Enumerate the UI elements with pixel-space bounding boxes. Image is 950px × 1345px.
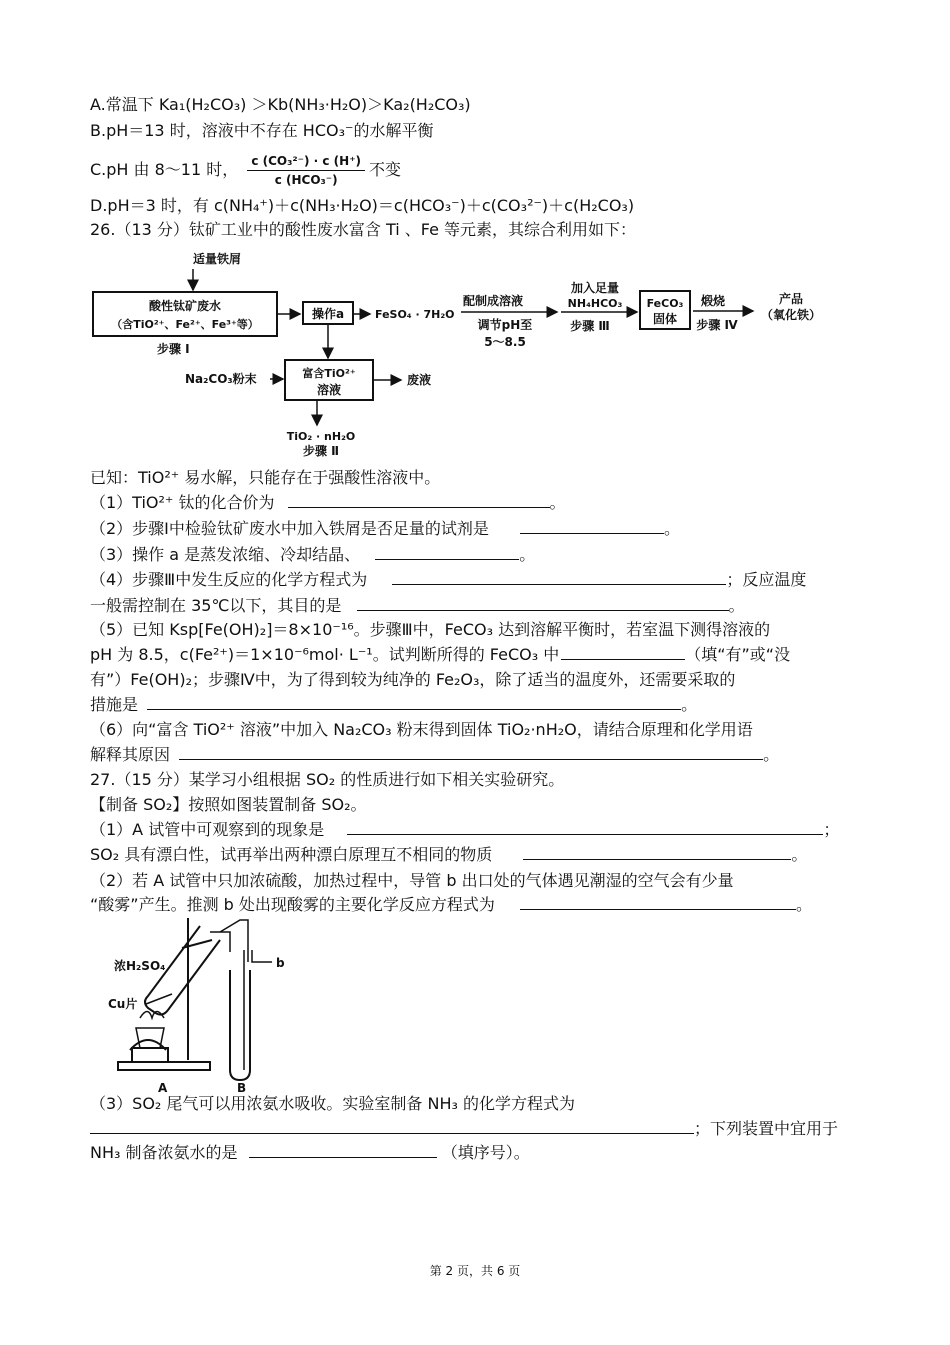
q26-part-3 (90, 545, 535, 565)
answer-blank[interactable] (288, 493, 550, 508)
q26-part-3-text: （3）操作 a 是蒸发浓缩、冷却结晶、 (90, 545, 361, 564)
acid-label: 浓H₂SO₄ (114, 959, 166, 973)
option-b (90, 121, 433, 141)
q27-part-3-line3-text: NH₃ 制备浓氨水的是 (90, 1143, 238, 1162)
q26-part-4-cont (90, 596, 745, 616)
tio-solution-sub: 溶液 (316, 383, 342, 397)
q27-part-3: （3）SO₂ 尾气可以用浓氨水吸收。实验室制备 NH₃ 的化学方程式为 (90, 1094, 576, 1113)
period: 。 (763, 745, 780, 764)
q27-prep: 【制备 SO₂】按照如图装置制备 SO₂。 (90, 795, 367, 814)
q26-part-6-line2-text: 解释其原因 (90, 745, 171, 764)
test-tube-b (230, 970, 250, 1080)
q26-part-4-cont-text: 一般需控制在 35℃以下，其目的是 (90, 596, 342, 615)
outlet-b-label: b (276, 956, 285, 970)
nh4hco3-label: NH₄HCO₃ (567, 297, 623, 310)
q27-part-3-line2-tail: ；下列装置中宜用于 (694, 1119, 839, 1138)
option-c-text: C.pH 由 8～11 时， (90, 160, 239, 179)
add-reagent-label: 加入足量 (570, 281, 620, 295)
burner (132, 1048, 168, 1062)
q27-part-2-line2-text: “酸雾”产生。推测 b 处出现酸雾的主要化学反应方程式为 (90, 895, 495, 914)
period: 。 (549, 493, 566, 512)
feco3-formula: FeCO₃ (646, 297, 684, 310)
product-label: 产品 (778, 292, 804, 306)
option-c (90, 152, 401, 188)
operation-a-label: 操作a (311, 307, 345, 321)
period: 。 (681, 695, 698, 714)
q26-part-2 (90, 519, 680, 539)
option-c-fraction (247, 153, 365, 188)
period: 。 (728, 596, 745, 615)
q27-part-3-line2 (90, 1119, 838, 1139)
tio2-product-label: TiO₂ · nH₂O (286, 430, 356, 443)
period: 。 (796, 895, 813, 914)
answer-blank[interactable] (90, 1119, 694, 1134)
feso4-label: FeSO₄ · 7H₂O (375, 308, 455, 321)
q26-part-1-text: （1）TiO²⁺ 钛的化合价为 (90, 493, 275, 512)
option-b-tail: 的水解平衡 (353, 121, 434, 140)
q26-intro: 26.（13 分）钛矿工业中的酸性废水富含 Ti 、Fe 等元素，其综合利用如下： (90, 220, 637, 239)
answer-blank[interactable] (375, 545, 519, 560)
acid-level (146, 994, 172, 1004)
q27-part-1-text: （1）A 试管中可观察到的现象是 (90, 820, 325, 839)
q27-intro: 27.（15 分）某学习小组根据 SO₂ 的性质进行如下相关实验研究。 (90, 770, 565, 789)
ph-range-label: 5～8.5 (484, 335, 526, 349)
answer-blank[interactable] (249, 1143, 437, 1158)
wastewater-ions: （含TiO²⁺、Fe²⁺、Fe³⁺等） (111, 318, 259, 331)
fraction-denominator: c (HCO₃⁻) (274, 173, 338, 187)
q27-part-1-line2-text: SO₂ 具有漂白性，试再举出两种漂白原理互不相同的物质 (90, 845, 493, 864)
q26-part-5-line3: 有”）Fe(OH)₂；步骤Ⅳ中，为了得到较为纯净的 Fe₂O₃，除了适当的温度外，还需要采取的 (90, 670, 736, 689)
stand-base (118, 1062, 210, 1070)
known-info: 已知：TiO²⁺ 易水解，只能存在于强酸性溶液中。 (90, 468, 441, 487)
step-1-label: 步骤 I (157, 342, 190, 356)
tio-solution-title: 富含TiO²⁺ (302, 367, 356, 380)
product-name: （氧化铁） (760, 308, 822, 322)
semicolon: ； (823, 820, 840, 839)
answer-blank[interactable] (520, 519, 664, 534)
make-solution-label: 配制成溶液 (463, 294, 524, 308)
q27-part-3-line3-tail: （填序号）。 (441, 1143, 530, 1162)
option-c-tail: 不变 (369, 160, 402, 179)
q26-part-5-line2 (90, 645, 790, 665)
flow-diagram (85, 245, 845, 460)
answer-blank[interactable] (520, 895, 796, 910)
outlet-tube (244, 950, 260, 1070)
adjust-ph-label: 调节pH至 (477, 318, 533, 332)
answer-blank[interactable] (147, 695, 681, 710)
iron-label: 适量铁屑 (193, 252, 242, 266)
calcine-label: 煅烧 (700, 294, 726, 308)
answer-blank[interactable] (347, 820, 823, 835)
apparatus-diagram (100, 910, 310, 1095)
q26-part-6: （6）向“富含 TiO²⁺ 溶液”中加入 Na₂CO₃ 粉末得到固体 TiO₂·nH₂O，请结合原理和化学用语 (90, 720, 753, 739)
label-a: A (158, 1081, 168, 1095)
q26-part-4 (90, 570, 806, 590)
q26-part-5-line4 (90, 695, 697, 715)
step-3-label: 步骤 Ⅲ (570, 319, 610, 333)
fraction-numerator: c (CO₃²⁻) · c (H⁺) (247, 153, 365, 171)
answer-blank[interactable] (561, 645, 685, 660)
q26-part-5-line2-text: pH 为 8.5，c(Fe²⁺)＝1×10⁻⁶mol· L⁻¹。试判断所得的 FeCO₃ 中 (90, 645, 560, 664)
option-a: A.常温下 Ka₁(H₂CO₃) ＞Kb(NH₃·H₂O)＞Ka₂(H₂CO₃) (90, 95, 471, 114)
step-4-label: 步骤 Ⅳ (696, 318, 738, 332)
page-footer: 第 2 页，共 6 页 (429, 1264, 521, 1278)
answer-blank[interactable] (392, 570, 726, 585)
option-d: D.pH＝3 时，有 c(NH₄⁺)＋c(NH₃·H₂O)＝c(HCO₃⁻)＋c(CO₃²⁻)＋c(H₂CO₃) (90, 196, 635, 215)
period: 。 (664, 519, 681, 538)
period: 。 (519, 545, 536, 564)
period: 。 (791, 845, 808, 864)
wastewater-title: 酸性钛矿废水 (148, 299, 222, 313)
option-b-ion: HCO₃⁻ (302, 121, 354, 140)
feco3-solid: 固体 (652, 312, 678, 326)
copper-label: Cu片 (108, 997, 138, 1011)
q26-part-5: （5）已知 Ksp[Fe(OH)₂]＝8×10⁻¹⁶。步骤Ⅲ中，FeCO₃ 达到溶解平衡时，若室温下测得溶液的 (90, 620, 771, 639)
answer-blank[interactable] (523, 845, 791, 860)
step-2-label: 步骤 Ⅱ (302, 444, 340, 458)
q27-part-2: （2）若 A 试管中只加浓硫酸，加热过程中，导管 b 出口处的气体遇见潮湿的空气会有少量 (90, 871, 734, 890)
q26-part-6-line2 (90, 745, 779, 765)
waste-liquid-label: 废液 (407, 373, 432, 387)
q27-part-3-line3 (90, 1143, 530, 1163)
na2co3-label: Na₂CO₃粉末 (185, 372, 257, 386)
q26-part-5-line2-tail: （填“有”或“没 (685, 645, 791, 664)
q26-part-5-line4-text: 措施是 (90, 695, 139, 714)
label-b: B (237, 1081, 247, 1095)
q27-part-1 (90, 820, 839, 840)
option-b-text: B.pH＝13 时，溶液中不存在 (90, 121, 298, 140)
answer-blank[interactable] (357, 596, 729, 611)
q26-part-4-tail: ；反应温度 (726, 570, 807, 589)
q26-part-1 (90, 493, 566, 513)
q26-part-4-text: （4）步骤Ⅲ中发生反应的化学方程式为 (90, 570, 368, 589)
q27-part-1-line2 (90, 845, 807, 865)
answer-blank[interactable] (179, 745, 763, 760)
q26-part-2-text: （2）步骤Ⅰ中检验钛矿废水中加入铁屑是否足量的试剂是 (90, 519, 489, 538)
